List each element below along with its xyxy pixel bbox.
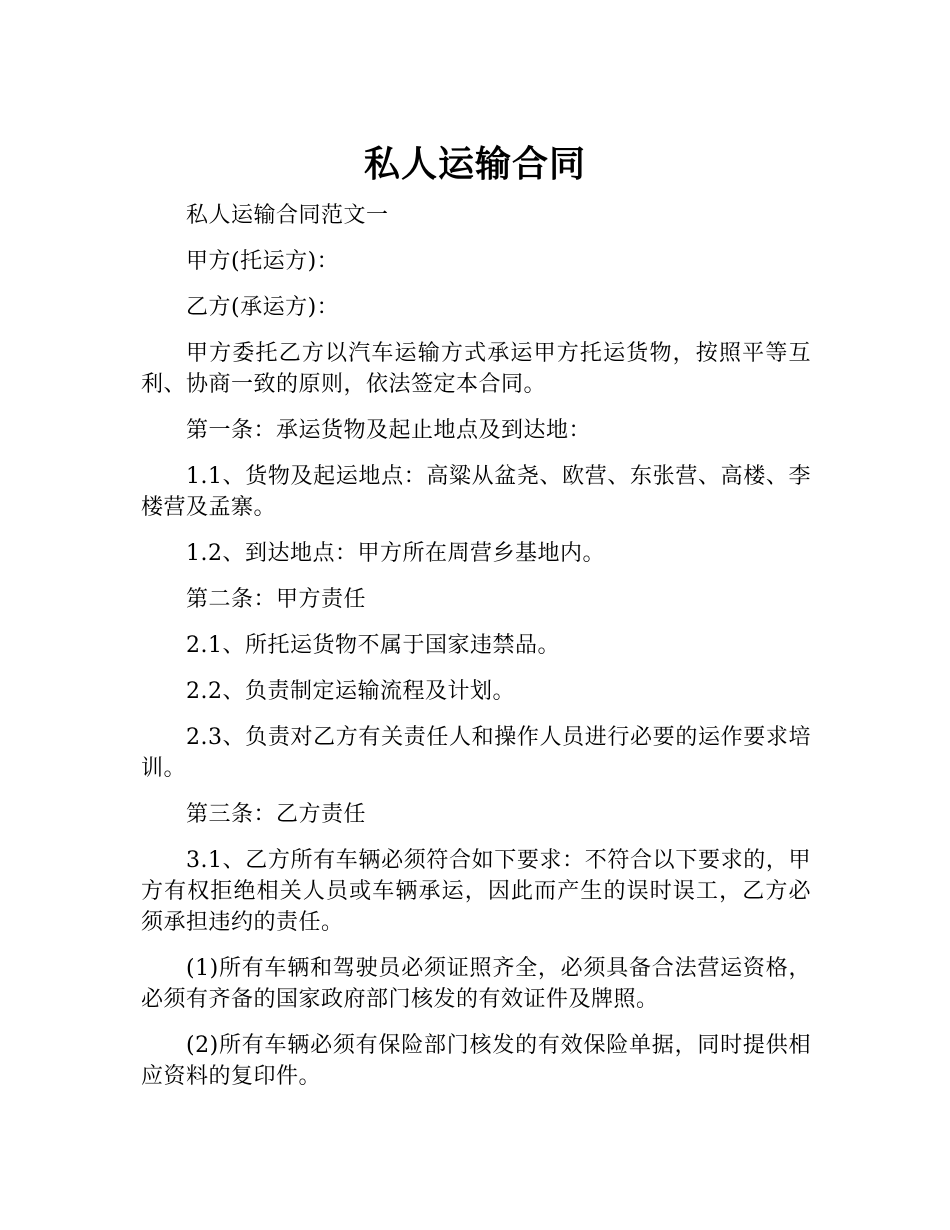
paragraph-14: (1)所有车辆和驾驶员必须证照齐全，必须具备合法营运资格，必须有齐备的国家政府部门核发的有效证件及牌照。: [141, 956, 811, 1012]
paragraph-6: 1.1、货物及起运地点：高粱从盆尧、欧营、东张营、高楼、李楼营及孟寨。: [141, 464, 811, 520]
document-title: 私人运输合同: [363, 144, 586, 186]
paragraph-12: 第三条：乙方责任: [186, 802, 367, 827]
paragraph-3: 乙方(承运方)：: [186, 295, 340, 320]
paragraph-15: (2)所有车辆必须有保险部门核发的有效保险单据，同时提供相应资料的复印件。: [141, 1033, 811, 1089]
paragraph-9: 2.1、所托运货物不属于国家违禁品。: [186, 633, 560, 658]
paragraph-11: 2.3、负责对乙方有关责任人和操作人员进行必要的运作要求培训。: [141, 725, 811, 781]
paragraph-10: 2.2、负责制定运输流程及计划。: [186, 679, 515, 704]
paragraph-2: 甲方(托运方)：: [186, 249, 340, 274]
paragraph-13: 3.1、乙方所有车辆必须符合如下要求：不符合以下要求的，甲方有权拒绝相关人员或车辆承运，因此而产生的误时误工，乙方必须承担违约的责任。: [141, 848, 811, 935]
paragraph-4: 甲方委托乙方以汽车运输方式承运甲方托运货物，按照平等互利、协商一致的原则，依法签定本合同。: [141, 341, 811, 397]
document-body: [141, 200, 811, 1107]
paragraph-7: 1.2、到达地点：甲方所在周营乡基地内。: [186, 541, 605, 566]
paragraph-5: 第一条：承运货物及起止地点及到达地：: [186, 418, 592, 443]
paragraph-1: 私人运输合同范文一: [186, 203, 389, 228]
paragraph-8: 第二条：甲方责任: [186, 587, 367, 612]
